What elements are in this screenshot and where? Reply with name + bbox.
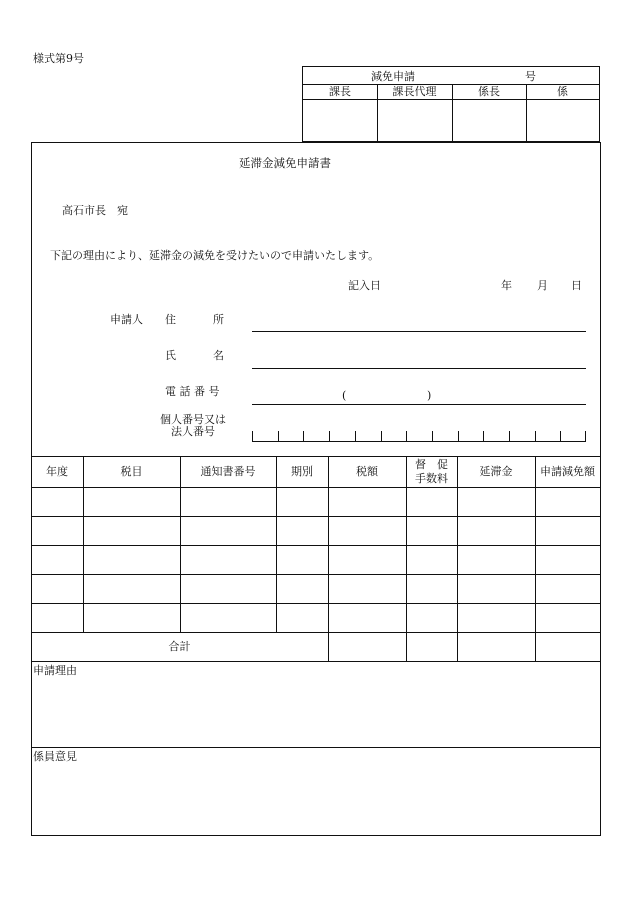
date-year-label: 年 [501,279,512,292]
approval-number-suffix: 号 [525,70,536,83]
date-month-label: 月 [537,279,548,292]
table-line [31,603,601,604]
name-label-part2: 名 [213,349,224,362]
address-label-part2: 所 [213,313,224,326]
approval-divider [452,84,453,141]
table-line [31,456,601,457]
id-cell-tick [585,431,586,441]
col-header-demand-fee-line2: 手数料 [415,472,448,485]
id-number-input-cells[interactable] [252,431,586,442]
table-line [31,661,601,662]
applicant-label: 申請人 [110,313,143,326]
table-line [31,747,601,748]
phone-input-line[interactable] [252,404,586,405]
id-cell-tick [432,431,433,441]
table-line [31,632,601,633]
id-cell-tick [355,431,356,441]
col-header-demand-fee-line1: 督 促 [415,458,448,471]
col-header-fiscal-year: 年度 [46,465,68,478]
id-number-label-line2: 法人番号 [171,425,215,438]
id-cell-tick [381,431,382,441]
form-title: 延滞金減免申請書 [239,156,331,170]
id-number-label-line1: 個人番号又は [160,413,226,426]
col-header-late-fee: 延滞金 [479,465,513,478]
id-cell-tick [303,431,304,441]
phone-close-paren: ) [427,389,432,402]
table-column-line [457,456,458,661]
table-column-line [535,456,536,661]
id-cell-tick [560,431,561,441]
id-cell-tick [329,431,330,441]
table-line [31,487,601,488]
table-column-line [180,456,181,632]
table-column-line [328,456,329,661]
id-cell-tick [509,431,510,441]
approval-divider [377,84,378,141]
form-number: 様式第9号 [33,52,84,65]
id-cell-tick [535,431,536,441]
approval-col-deputy-chief: 課長代理 [392,85,437,98]
table-column-line [83,456,84,632]
id-cell-tick [458,431,459,441]
table-line [31,516,601,517]
request-statement: 下記の理由により、延滞金の減免を受けたいので申請いたします。 [50,249,380,262]
address-label-part1: 住 [165,313,176,326]
id-cell-tick [252,431,253,441]
reason-label: 申請理由 [33,664,77,677]
approval-header-row [303,84,599,100]
col-header-requested-reduction: 申請減免額 [540,465,595,478]
col-header-tax-amount: 税額 [356,465,378,478]
id-cell-tick [483,431,484,441]
approval-title-row [303,67,599,85]
approval-col-staff: 係 [557,85,568,98]
name-input-line[interactable] [252,368,586,369]
id-number-label [160,414,226,438]
col-header-tax-type: 税目 [120,465,143,478]
approval-title: 減免申請 [371,70,415,83]
address-input-line[interactable] [252,331,586,332]
col-header-notice-number: 通知書番号 [200,465,256,478]
id-cell-tick [278,431,279,441]
table-line [31,545,601,546]
phone-label: 電 話 番 号 [165,385,220,398]
table-column-line [276,456,277,632]
col-header-period: 期別 [291,465,313,478]
addressee: 高石市長 宛 [62,204,128,217]
total-row-label: 合計 [168,640,191,653]
date-day-label: 日 [571,279,582,292]
phone-open-paren: ( [342,389,347,402]
approval-col-section-chief: 課長 [329,85,351,98]
table-column-line [406,456,407,661]
id-cell-tick [406,431,407,441]
approval-stamp-table [302,66,600,142]
staff-opinion-label: 係員意見 [33,750,77,763]
date-label: 記入日 [348,279,381,292]
approval-divider [526,84,527,141]
name-label-part1: 氏 [165,349,176,362]
approval-col-subsection-chief: 係長 [478,85,500,98]
table-line [31,574,601,575]
